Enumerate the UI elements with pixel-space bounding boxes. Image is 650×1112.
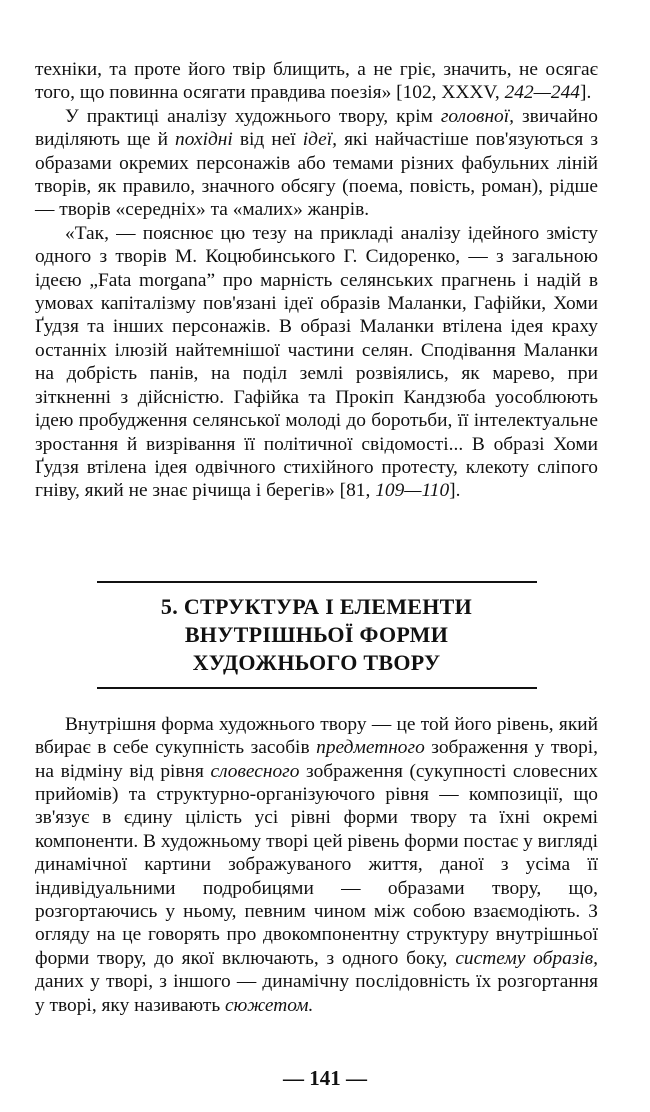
italic-term: систему образів, [455,947,598,969]
paragraph [35,222,598,503]
text-run: даних у творі, з іншого — динамічну послідовність їх розгортання у творі, яку називають [35,971,598,1016]
text-run: які найчастіше пов'язуються з образами окремих персонажів або темами різних фабульних ліній творів, як правило, значного обсягу (поема, повість, роман), рідше — творів «середніх» та «малих» жанрів. [35,129,599,221]
text-run: зображення у творі, на відміну від рівня [35,737,598,782]
paragraph [35,713,598,1017]
italic-term: головної, [440,105,514,127]
text-run: від неї [232,129,303,151]
body-text-top [35,58,598,503]
heading-line: 5. СТРУКТУРА І ЕЛЕМЕНТИ [160,593,473,619]
heading-line: ВНУТРІШНЬОЇ ФОРМИ [184,621,449,647]
text-run: техніки, та проте його твір блищить, а не гріє, значить, не осягає того, що повинна осягати правдива поезія» [102, XXXV, [35,59,598,104]
italic-term: 109—110 [375,480,450,502]
text-run: звичайно виділяють ще й [35,105,598,151]
section-gap [35,503,598,581]
italic-term: предметного [316,737,425,759]
paragraph [35,105,598,222]
text-run: «Так, — пояснює цю тезу на прикладі аналізу ідейного змісту одного з творів М. Коцюбинського Г. Сидоренко, — з загальною ідеєю „Fata morgana” про марність селянських прагнень і надій в умовах капіталізму пов'язані ідеї образів Маланки, Гафійки, Хоми Ґудзя та інших персонажів. В образі Маланки втілена ідея краху останніх ілюзій найтемнішої частини селян. Сподівання Маланки на добрість панів, на поділ землі розвіялись, як марево, при зіткненні з дійсністю. Гафійка та Прокіп Кандзюба уособлюють ідею пробудження селянської молоді до боротьби, її інтелектуальне зростання й визрівання її політичної свідомості... В образі Хоми Ґудзя втілена ідея одвічного стихійного протесту, клекоту сліпого гніву, який не знає річища і берегів» [81, [35,222,598,502]
section-heading [35,593,598,677]
paragraph [35,58,598,105]
italic-term: сюжетом. [225,994,314,1016]
page-number: — 141 — [283,1066,367,1090]
text-run: У практиці аналізу художнього твору, крім [65,105,441,127]
body-text-bottom [35,713,598,1017]
italic-term: 242—244 [504,82,580,104]
heading-rule-top [97,581,537,583]
text-run: Внутрішня форма художнього твору — це той його рівень, який вбирає в себе сукупність засобів [35,713,598,759]
italic-term: похідні [175,129,233,151]
heading-gap [35,689,598,713]
italic-term: ідеї, [302,129,338,151]
heading-line: ХУДОЖНЬОГО ТВОРУ [192,649,441,675]
text-run: ]. [449,480,461,502]
page-body [35,58,598,1017]
text-run: ]. [580,82,592,104]
italic-term: словесного [210,760,300,782]
text-run: зображення (сукупності словесних прийомів) та структурно-організуючого рівня — композиції, що зв'язує в єдину цілість усі рівні форми твору та їхні окремі компоненти. В художньому творі цей рівень форми постає у вигляді динамічної картини зображуваного життя, даної з усіма її індивідуальними подробицями — образами твору, що, розгортаючись у ньому, певним чином між собою взаємодіють. З огляду на це говорять про двокомпонентну структуру внутрішньої форми твору, до якої включають, з одного боку, [35,760,598,969]
